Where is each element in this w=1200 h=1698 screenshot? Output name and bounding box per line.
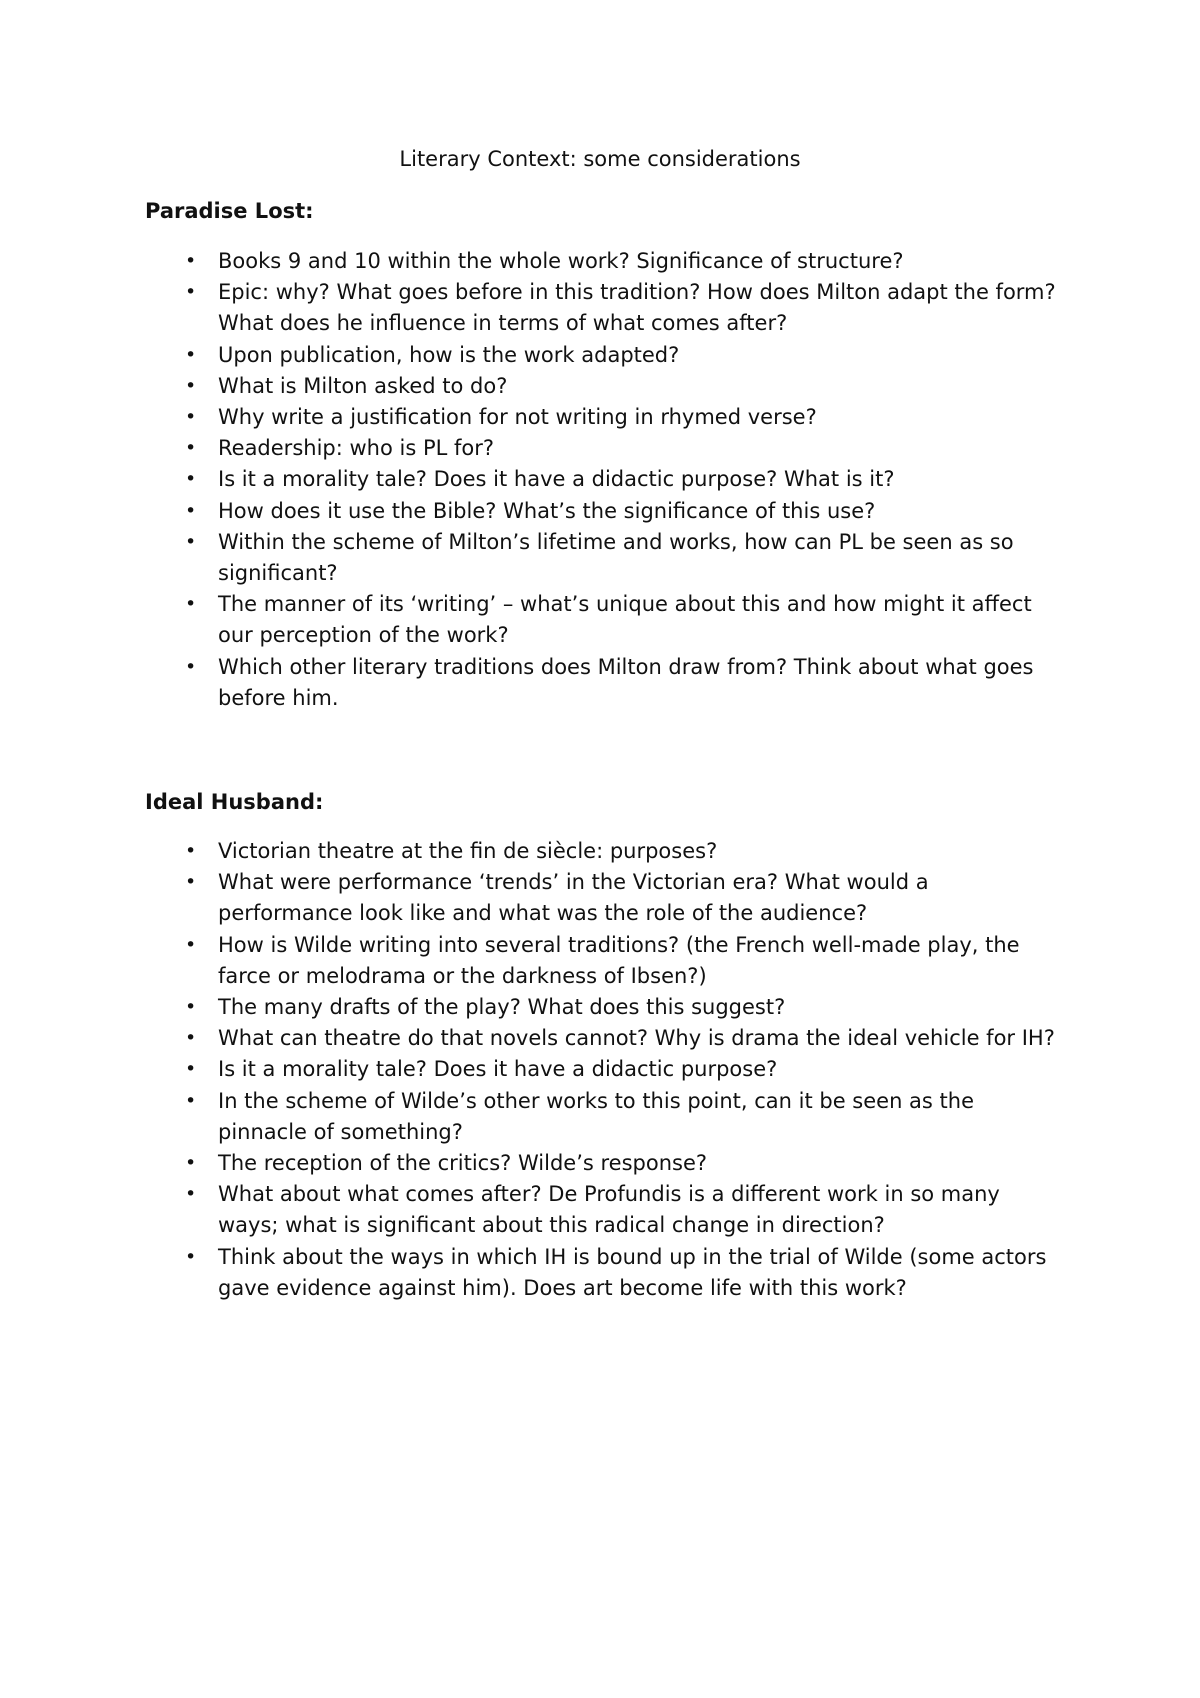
bullet-icon: • (185, 593, 197, 616)
list-item (145, 836, 1065, 867)
list-item (145, 433, 1065, 464)
list-item (145, 1148, 1065, 1179)
list-item-text: What were performance ‘trends’ in the Victorian era? What would a performance look like and what was the role of the audience? (218, 870, 929, 926)
list-item (145, 246, 1065, 277)
list-item (145, 867, 1065, 929)
list-item (145, 402, 1065, 433)
list-item-text: Within the scheme of Milton’s lifetime and works, how can PL be seen as so significant? (218, 529, 1014, 586)
bullet-icon: • (185, 1089, 197, 1112)
bullet-icon: • (185, 250, 197, 272)
list-item (145, 1242, 1065, 1304)
list-item-text: Victorian theatre at the fin de siècle: purposes? (218, 839, 718, 863)
list-item-text: Is it a morality tale? Does it have a didactic purpose? What is it? (218, 467, 895, 492)
bullet-icon: • (185, 996, 197, 1019)
list-item (145, 930, 1065, 992)
list-item (145, 1023, 1065, 1054)
list-item (145, 340, 1065, 371)
list-item-text: What about what comes after? De Profundis is a different work in so many ways; what is significant about this radical change in direction? (218, 1182, 1000, 1238)
bullet-icon: • (185, 1058, 197, 1081)
list-item-text: Is it a morality tale? Does it have a didactic purpose? (218, 1057, 778, 1082)
bullet-icon: • (185, 1245, 197, 1268)
bullet-icon: • (185, 343, 197, 366)
list-item-text: In the scheme of Wilde’s other works to this point, can it be seen as the pinnacle of something? (218, 1088, 975, 1144)
bullet-list-ideal-husband (145, 836, 1065, 1304)
list-item (145, 1179, 1065, 1241)
document-title: Literary Context: some considerations (399, 147, 801, 171)
list-item-text: Books 9 and 10 within the whole work? Significance of structure? (218, 249, 904, 273)
section-heading-paradise-lost: Paradise Lost: (145, 199, 314, 223)
list-item-text: Which other literary traditions does Milton draw from? Think about what goes before him. (218, 654, 1034, 710)
bullet-icon: • (185, 1027, 197, 1050)
list-item-text: Epic: why? What goes before in this tradition? How does Milton adapt the form? What does he influence in terms of what comes after? (218, 280, 1056, 336)
list-item (145, 277, 1065, 339)
bullet-icon: • (185, 530, 197, 553)
list-item-text: The reception of the critics? Wilde’s response? (218, 1151, 708, 1176)
list-item (145, 652, 1065, 714)
list-item (145, 496, 1065, 527)
bullet-icon: • (185, 1152, 197, 1175)
list-item (145, 992, 1065, 1023)
bullet-icon: • (185, 374, 197, 397)
list-item (145, 527, 1065, 589)
section-heading-ideal-husband: Ideal Husband: (145, 790, 324, 814)
list-item-text: How does it use the Bible? What’s the significance of this use? (218, 498, 876, 523)
bullet-icon: • (185, 840, 197, 862)
bullet-icon: • (185, 468, 197, 491)
list-item (145, 464, 1065, 495)
bullet-icon: • (185, 1183, 197, 1206)
list-item-text: What can theatre do that novels cannot? Why is drama the ideal vehicle for IH? (218, 1026, 1055, 1051)
bullet-icon: • (185, 655, 197, 678)
list-item (145, 1054, 1065, 1085)
list-item-text: The manner of its ‘writing’ – what’s unique about this and how might it affect our perception of the work? (218, 592, 1032, 648)
list-item-text: Why write a justification for not writing in rhymed verse? (218, 405, 817, 430)
list-item-text: The many drafts of the play? What does this suggest? (218, 995, 786, 1020)
bullet-icon: • (185, 871, 197, 894)
list-item-text: Think about the ways in which IH is bound up in the trial of Wilde (some actors gave evidence against him). Does art become life with this work? (218, 1244, 1047, 1300)
bullet-icon: • (185, 499, 197, 522)
list-item-text: Readership: who is PL for? (218, 436, 495, 461)
list-item (145, 589, 1065, 651)
bullet-icon: • (185, 437, 197, 460)
list-item (145, 1086, 1065, 1148)
list-item-text: How is Wilde writing into several traditions? (the French well-made play, the farce or melodrama or the darkness of Ibsen?) (218, 932, 1020, 988)
bullet-list-paradise-lost (145, 246, 1065, 714)
bullet-icon: • (185, 933, 197, 956)
bullet-icon: • (185, 281, 197, 304)
bullet-icon: • (185, 406, 197, 429)
list-item (145, 371, 1065, 402)
list-item-text: Upon publication, how is the work adapted? (218, 342, 680, 367)
list-item-text: What is Milton asked to do? (218, 373, 508, 398)
